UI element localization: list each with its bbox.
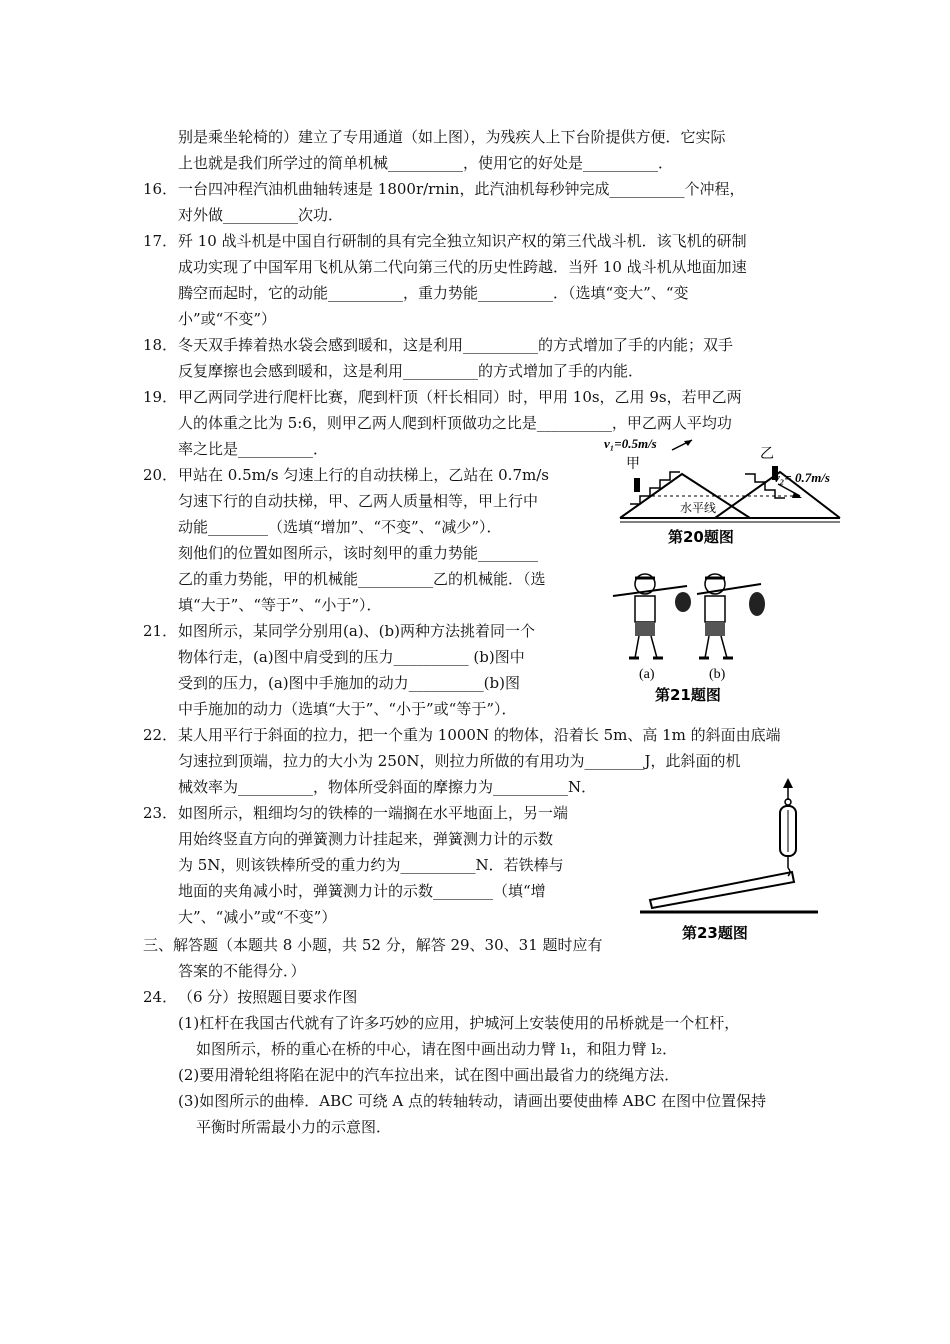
- q19-line-1: 甲乙两同学进行爬杆比赛，爬到杆顶（杆长相同）时，甲用 10s，乙用 9s，若甲乙两: [178, 388, 742, 406]
- q24-part3-line-1: (3)如图所示的曲棒．ABC 可绕 A 点的转轴转动，请画出要使曲棒 ABC 在图中位置保持: [178, 1092, 767, 1110]
- q20-line-3: 动能________（选填“增加”、“不变”、“减少”）．: [178, 518, 502, 536]
- q23-line-1: 如图所示，粗细均匀的铁棒的一端搁在水平地面上，另一端: [178, 804, 569, 822]
- q22-line-2: 匀速拉到顶端，拉力的大小为 250N，则拉力所做的有用功为________J，此斜面的机: [178, 752, 741, 770]
- q20-number: 20．: [143, 466, 178, 484]
- q21-line-1: 如图所示，某同学分别用(a)、(b)两种方法挑着同一个: [178, 622, 535, 640]
- q22-line-1: 某人用平行于斜面的拉力，把一个重为 1000N 的物体，沿着长 5m、高 1m 的斜面由底端: [178, 726, 781, 744]
- q19-number: 19．: [143, 388, 178, 406]
- jia-label: 甲: [626, 457, 640, 472]
- fig21-caption: 第21题图: [655, 686, 721, 704]
- q18-line-1: 冬天双手捧着热水袋会感到暖和，这是利用__________的方式增加了手的内能；双手: [178, 336, 734, 354]
- q24-part1-line-1: (1)杠杆在我国古代就有了许多巧妙的应用，护城河上安装使用的吊桥就是一个杠杆，: [178, 1014, 740, 1032]
- q18-number: 18．: [143, 336, 178, 354]
- q16-number: 16．: [143, 180, 178, 198]
- q15-line-2: 上也就是我们所学过的简单机械__________，使用它的好处是__________．: [178, 154, 674, 172]
- q20-line-5: 乙的重力势能，甲的机械能__________乙的机械能．（选: [178, 570, 546, 588]
- q23-line-5: 大”、“减小”或“不变”）: [178, 908, 337, 926]
- section3-heading: 三、解答题（本题共 8 小题，共 52 分，解答 29、30、31 题时应有: [143, 936, 603, 954]
- rod-figure: [640, 778, 820, 944]
- q21-line-2: 物体行走，(a)图中肩受到的压力__________ (b)图中: [178, 648, 525, 666]
- rod-diagram: [640, 778, 820, 944]
- q17-line-1: 歼 10 战斗机是中国自行研制的具有完全独立知识产权的第三代战斗机．该飞机的研制: [178, 232, 747, 250]
- q24-part2: (2)要用滑轮组将陷在泥中的汽车拉出来，试在图中画出最省力的绕绳方法．: [178, 1066, 680, 1084]
- escalator-figure: [600, 434, 860, 552]
- q21-line-4: 中手施加的动力（选填“大于”、“小于”或“等于”）．: [178, 700, 517, 718]
- q19-line-2: 人的体重之比为 5:6，则甲乙两人爬到杆顶做功之比是__________，甲乙两人平均功: [178, 414, 732, 432]
- q20-line-4: 刻他们的位置如图所示，该时刻甲的重力势能________: [178, 544, 539, 562]
- q17-line-3: 腾空而起时，它的动能__________，重力势能__________．（选填“变大”、“变: [178, 284, 689, 302]
- v2-label: v₂= 0.7m/s: [774, 470, 830, 485]
- carrying-diagram: [605, 566, 765, 706]
- fig20-caption: 第20题图: [668, 528, 734, 546]
- q18-line-2: 反复摩擦也会感到暖和，这是利用__________的方式增加了手的内能．: [178, 362, 644, 380]
- q17-line-4: 小”或“不变”）: [178, 310, 277, 328]
- q20-line-2: 匀速下行的自动扶梯，甲、乙两人质量相等，甲上行中: [178, 492, 539, 510]
- fig21-a-label: (a): [639, 667, 655, 682]
- q24-part1-line-2: 如图所示，桥的重心在桥的中心，请在图中画出动力臂 l₁，和阻力臂 l₂．: [196, 1040, 678, 1058]
- q23-line-3: 为 5N，则该铁棒所受的重力约为__________N．若铁棒与: [178, 856, 564, 874]
- escalator-diagram: [600, 434, 860, 552]
- q17-line-2: 成功实现了中国军用飞机从第二代向第三代的历史性跨越．当歼 10 战斗机从地面加速: [178, 258, 747, 276]
- q22-number: 22．: [143, 726, 178, 744]
- level-line-label: 水平线: [680, 501, 717, 515]
- v1-label: v₁=0.5m/s: [604, 436, 657, 451]
- carrying-figure: [605, 566, 765, 706]
- q20-line-1: 甲站在 0.5m/s 匀速上行的自动扶梯上，乙站在 0.7m/s: [178, 466, 549, 484]
- q16-line-2: 对外做__________次功．: [178, 206, 344, 224]
- section3-note: 答案的不能得分．）: [178, 962, 306, 980]
- q24-part3-line-2: 平衡时所需最小力的示意图．: [196, 1118, 392, 1136]
- q19-line-3: 率之比是__________．: [178, 440, 329, 458]
- q16-line-1: 一台四冲程汽油机曲轴转速是 1800r/rnin，此汽油机每秒钟完成__________个冲程，: [178, 180, 745, 198]
- q24-number: 24．: [143, 988, 178, 1006]
- q17-number: 17．: [143, 232, 178, 250]
- fig21-b-label: (b): [709, 667, 726, 682]
- q24-heading: （6 分）按照题目要求作图: [178, 988, 358, 1006]
- q23-number: 23．: [143, 804, 178, 822]
- q20-line-6: 填“大于”、“等于”、“小于”）．: [178, 596, 382, 614]
- q23-line-4: 地面的夹角减小时，弹簧测力计的示数________（填“增: [178, 882, 546, 900]
- q15-line-1: 别是乘坐轮椅的）建立了专用通道（如上图），为残疾人上下台阶提供方便．它实际: [178, 128, 726, 146]
- fig23-caption: 第23题图: [682, 924, 748, 942]
- q21-number: 21．: [143, 622, 178, 640]
- yi-label: 乙: [760, 447, 774, 462]
- q23-line-2: 用始终竖直方向的弹簧测力计挂起来，弹簧测力计的示数: [178, 830, 554, 848]
- q22-line-3: 械效率为__________，物体所受斜面的摩擦力为__________N．: [178, 778, 597, 796]
- q21-line-3: 受到的压力，(a)图中手施加的动力__________(b)图: [178, 674, 520, 692]
